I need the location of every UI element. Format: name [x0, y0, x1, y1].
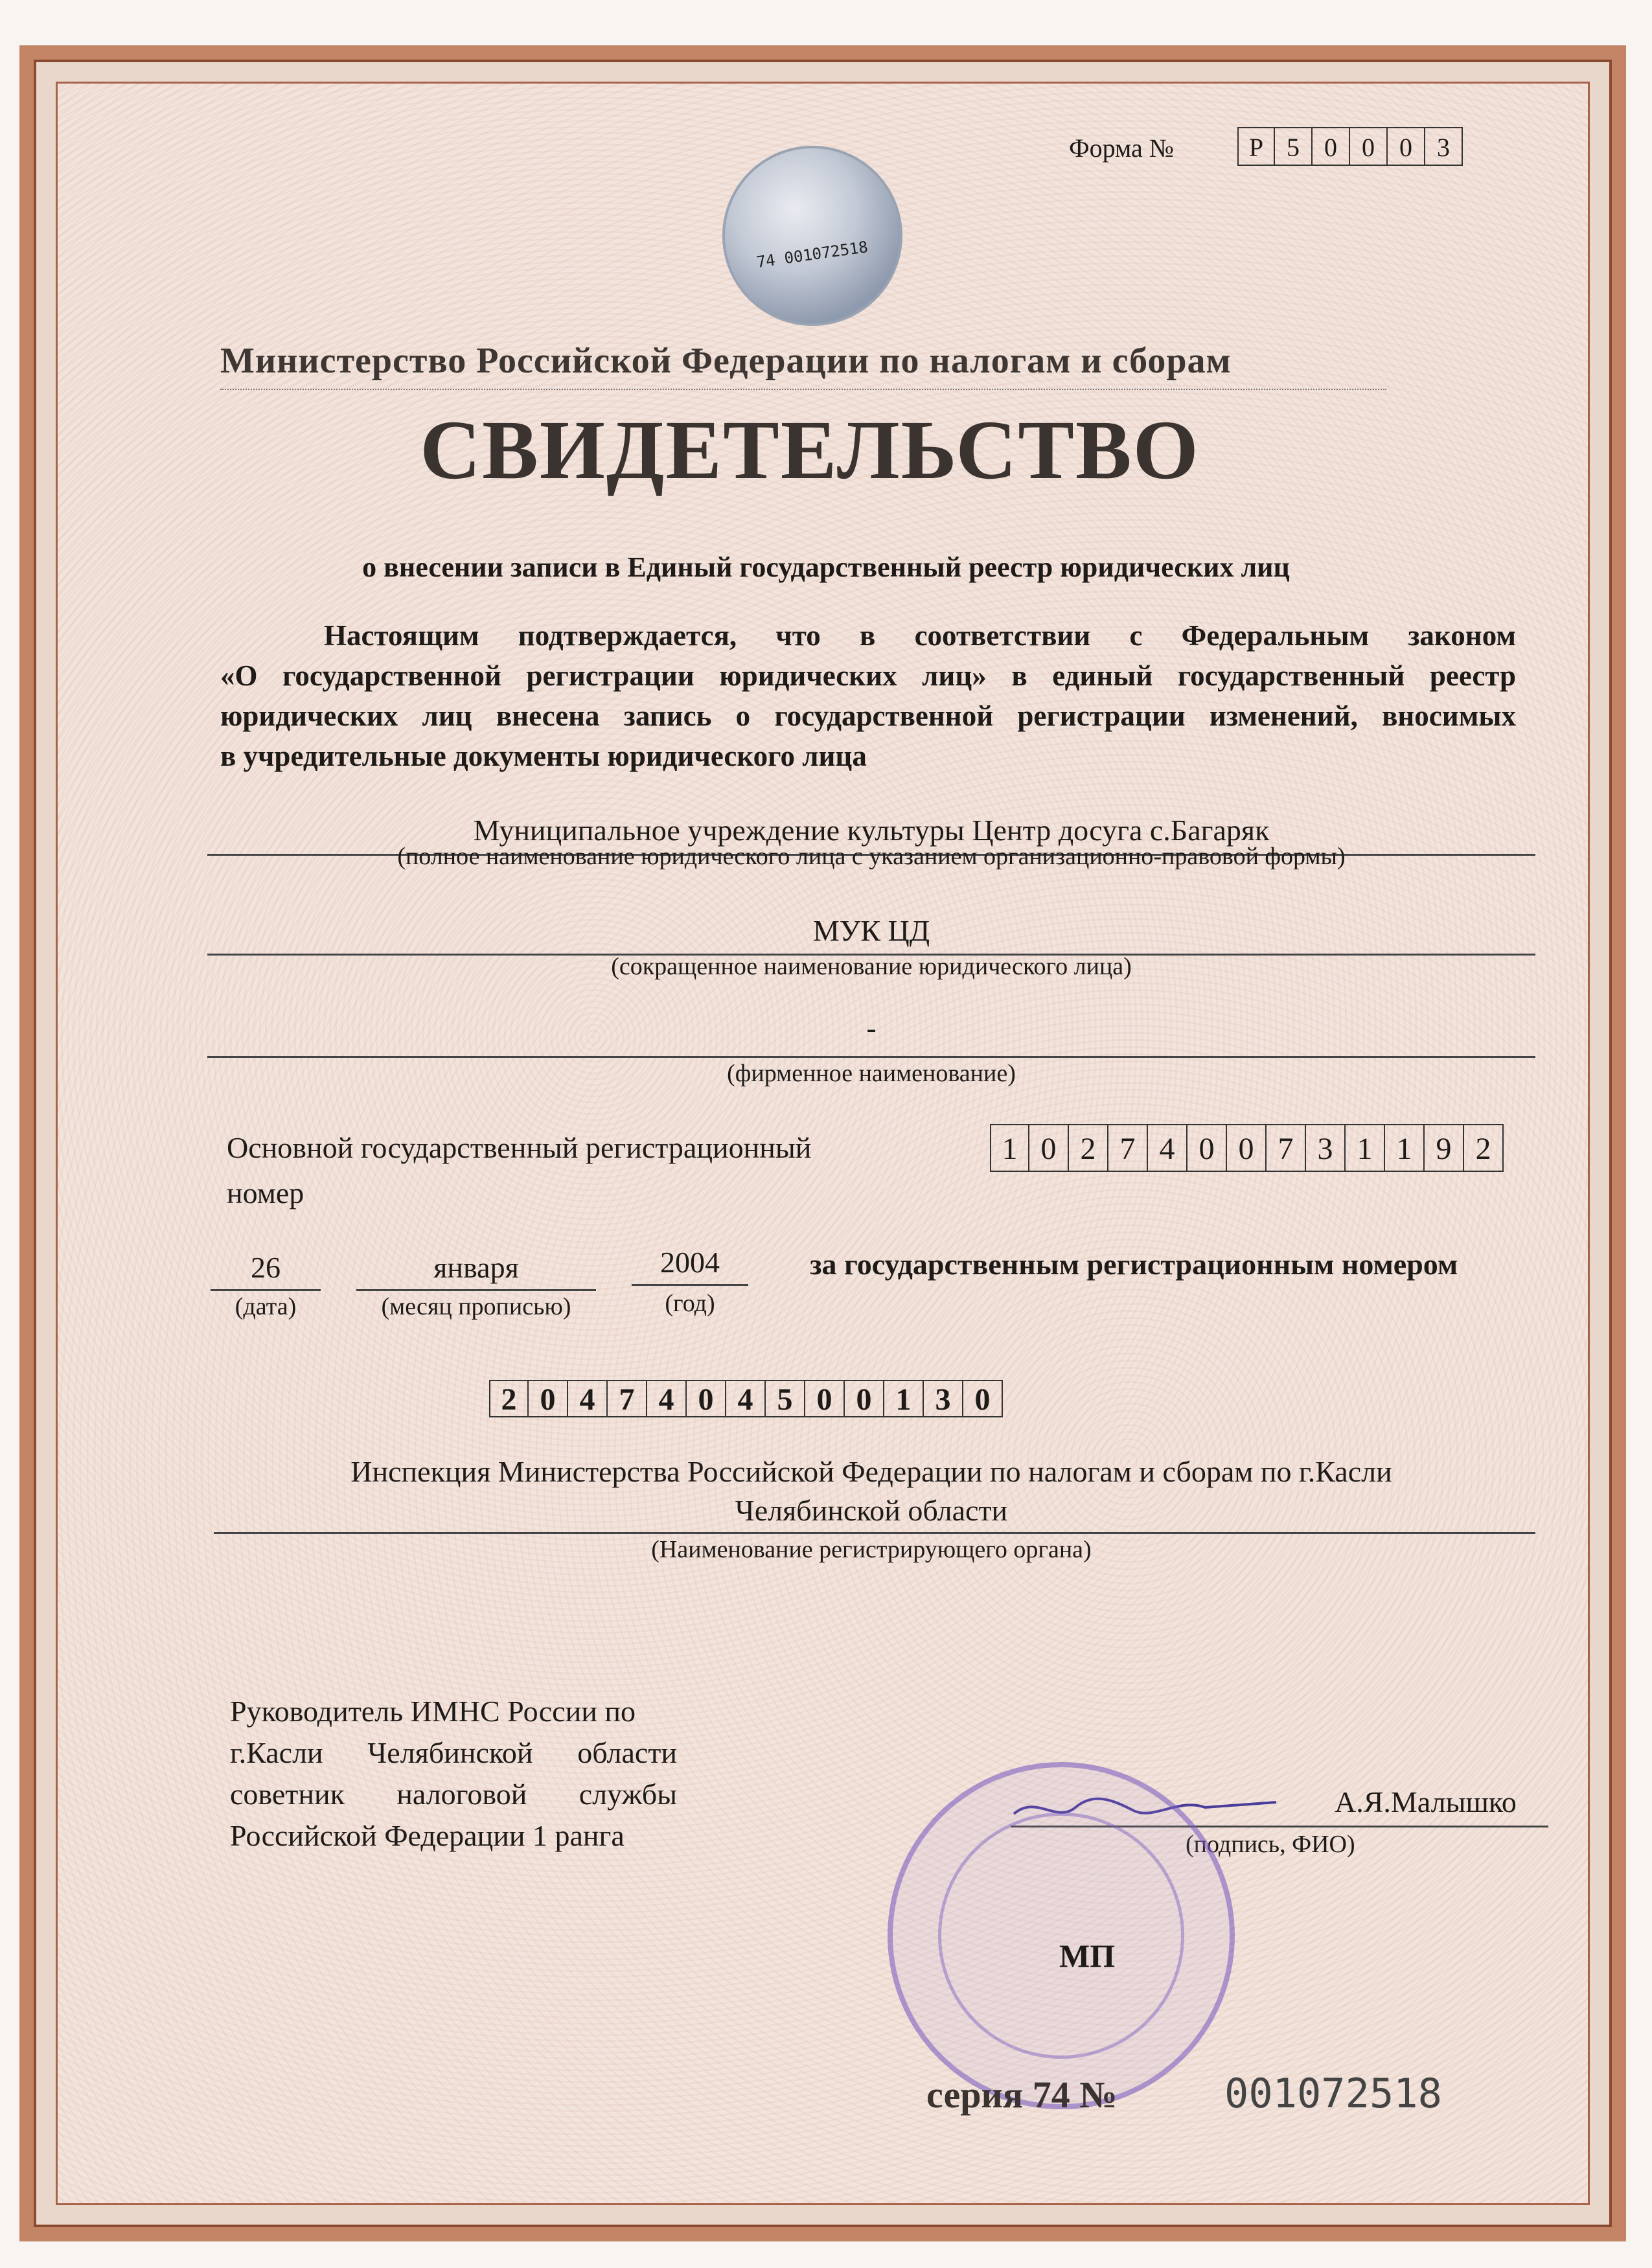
grn-digit: 3 — [924, 1380, 963, 1417]
date-month-caption: (месяц прописью) — [381, 1293, 571, 1320]
ogrn-digit: 3 — [1306, 1124, 1346, 1172]
short-name-caption: (сокращенное наименование юридического лица) — [611, 953, 1132, 980]
head-line: Руководитель ИМНС России по — [230, 1695, 636, 1728]
ogrn-boxes — [990, 1124, 1504, 1172]
grn-digit: 0 — [963, 1380, 1003, 1417]
signatory-name: А.Я.Малышко — [1335, 1785, 1517, 1818]
form-label: Форма № — [1069, 133, 1174, 163]
authority-line — [214, 1532, 1535, 1534]
official-stamp — [888, 1762, 1235, 2109]
ogrn-digit: 7 — [1108, 1124, 1148, 1172]
short-name-value: МУК ЦД — [812, 914, 930, 947]
grn-digit: 0 — [529, 1380, 568, 1417]
form-code-char: 0 — [1350, 127, 1388, 166]
ministry-underline — [220, 389, 1386, 390]
form-code-char: 0 — [1388, 127, 1425, 166]
ogrn-digit: 9 — [1425, 1124, 1464, 1172]
grn-digit: 5 — [766, 1380, 805, 1417]
signature-caption: (подпись, ФИО) — [1186, 1831, 1355, 1858]
authority-caption: (Наименование регистрирующего органа) — [651, 1536, 1092, 1563]
ogrn-digit: 1 — [1385, 1124, 1425, 1172]
ogrn-digit: 2 — [1464, 1124, 1504, 1172]
head-line: советник налоговой службы — [230, 1778, 677, 1811]
form-code-char: 0 — [1313, 127, 1350, 166]
brand-name-caption: (фирменное наименование) — [727, 1060, 1016, 1087]
subtitle: о внесении записи в Единый государственный реестр юридических лиц — [362, 551, 1290, 583]
grn-digit: 0 — [805, 1380, 845, 1417]
full-name-value: Муниципальное учреждение культуры Центр досуга с.Багаряк — [473, 814, 1270, 847]
date-month: января — [433, 1251, 519, 1284]
head-title — [230, 1691, 677, 1857]
ogrn-digit: 0 — [1227, 1124, 1267, 1172]
ogrn-label: Основной государственный регистрационный — [227, 1131, 812, 1164]
authority-line1: Инспекция Министерства Российской Федерации по налогам и сборам по г.Касли — [350, 1455, 1392, 1488]
grn-digit: 7 — [608, 1380, 647, 1417]
ministry-heading: Министерство Российской Федерации по налогам и сборам — [220, 341, 1232, 381]
date-day-line — [211, 1289, 321, 1291]
head-line: г.Касли Челябинской области — [230, 1736, 677, 1769]
intro-paragraph — [220, 615, 1516, 776]
series-number: 001072518 — [1224, 2070, 1442, 2117]
ogrn-digit: 1 — [990, 1124, 1029, 1172]
head-line: Российской Федерации 1 ранга — [230, 1819, 625, 1852]
ogrn-digit: 0 — [1187, 1124, 1227, 1172]
form-code-char: 5 — [1275, 127, 1313, 166]
grn-digit: 1 — [884, 1380, 924, 1417]
intro-line: «О государственной регистрации юридических лиц» в единый государственный реестр — [220, 659, 1516, 692]
ogrn-digit: 7 — [1267, 1124, 1306, 1172]
intro-line: Настоящим подтверждается, что в соответствии с Федеральным законом — [324, 619, 1516, 652]
date-month-line — [356, 1289, 596, 1291]
grn-digit: 2 — [489, 1380, 529, 1417]
intro-line: в учредительные документы юридического лица — [220, 740, 867, 772]
official-stamp-ring — [938, 1813, 1184, 2059]
date-day-caption: (дата) — [235, 1293, 297, 1320]
ogrn-digit: 2 — [1069, 1124, 1108, 1172]
stamp-placeholder: МП — [1059, 1938, 1116, 1974]
date-year-line — [632, 1284, 748, 1286]
date-year-caption: (год) — [665, 1290, 715, 1317]
full-name-caption: (полное наименование юридического лица с указанием организационно-правовой формы) — [397, 843, 1346, 870]
date-day: 26 — [251, 1251, 281, 1284]
grn-digit: 0 — [687, 1380, 726, 1417]
grn-digit: 4 — [726, 1380, 766, 1417]
ogrn-label-cont: номер — [227, 1176, 304, 1209]
form-code-char: 3 — [1425, 127, 1463, 166]
grn-boxes — [489, 1380, 1003, 1417]
grn-digit: 4 — [568, 1380, 608, 1417]
ogrn-digit: 4 — [1148, 1124, 1187, 1172]
ogrn-digit: 1 — [1346, 1124, 1385, 1172]
series-label: серия 74 № — [926, 2074, 1118, 2116]
hologram-number: 74 001072518 — [755, 238, 869, 271]
form-code-char: Р — [1237, 127, 1275, 166]
brand-name-line — [207, 1056, 1535, 1058]
grn-digit: 0 — [845, 1380, 884, 1417]
page-title: СВИДЕТЕЛЬСТВО — [420, 404, 1200, 497]
grn-digit: 4 — [647, 1380, 687, 1417]
form-code — [1237, 127, 1463, 166]
intro-line: юридических лиц внесена запись о государственной регистрации изменений, вносимых — [220, 700, 1516, 732]
authority-line2: Челябинской области — [735, 1494, 1008, 1527]
brand-name-value: - — [866, 1011, 877, 1044]
grn-heading: за государственным регистрационным номером — [810, 1248, 1458, 1281]
date-year: 2004 — [660, 1246, 720, 1279]
ogrn-digit: 0 — [1029, 1124, 1069, 1172]
hologram-seal — [722, 146, 902, 326]
